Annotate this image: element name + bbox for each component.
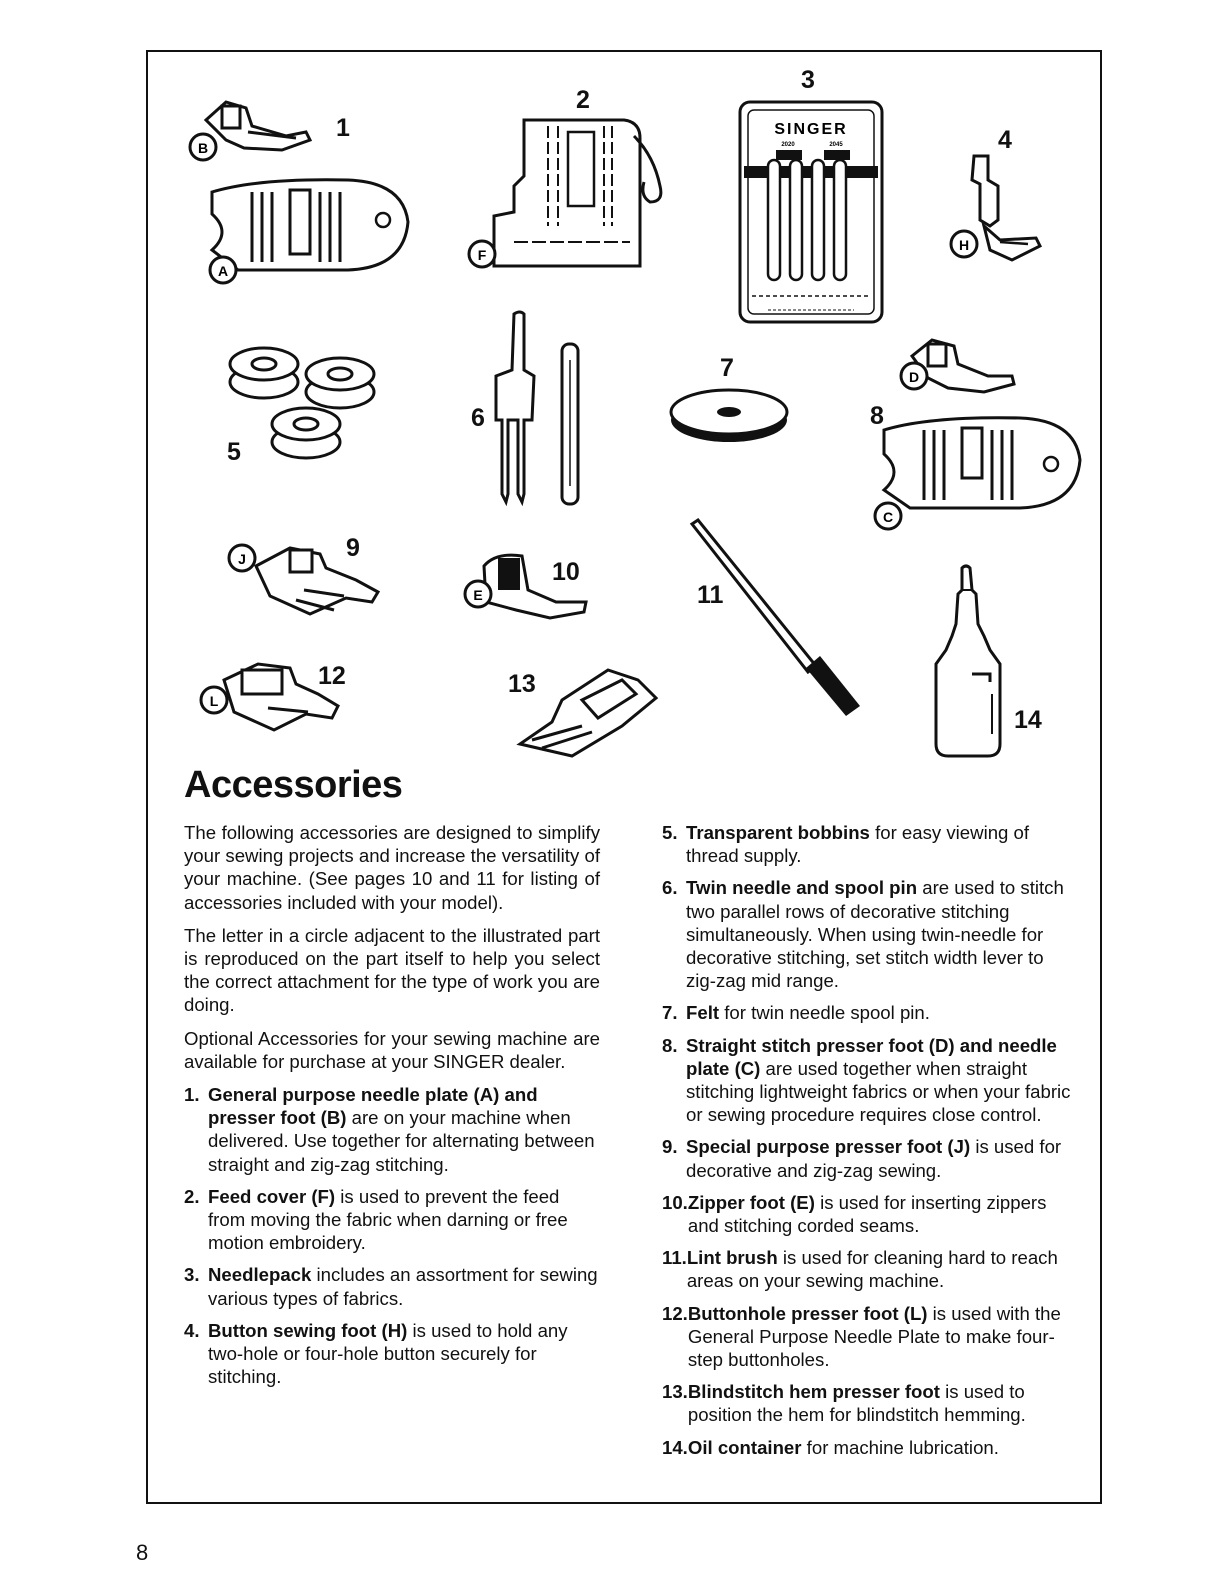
bobbins-illustration	[222, 332, 382, 482]
accessory-item-10: 10. Zipper foot (E) is used for inserting zippers and stitching corded seams.	[662, 1191, 1047, 1237]
accessory-item-8: 8. Straight stitch presser foot (D) and needle plate (C) are used together when straight stitching lightweight fabrics or when your fabric or sewing procedure requires close control.	[662, 1034, 1071, 1126]
needlepack-code-right: 2045	[829, 142, 843, 148]
blindstitch-foot-illustration	[512, 660, 662, 760]
accessory-item-12: 12. Buttonhole presser foot (L) is used with the General Purpose Needle Plate to make four-step buttonholes.	[662, 1302, 1061, 1371]
felt-illustration	[668, 386, 790, 446]
needle-plate-a-illustration	[198, 172, 418, 292]
special-purpose-foot-j-illustration	[226, 536, 386, 620]
callout-3: 3	[801, 66, 815, 94]
oil-container-illustration	[928, 564, 1008, 760]
needle-plate-c-illustration	[870, 410, 1090, 535]
lint-brush-illustration	[686, 518, 866, 718]
callout-14: 14	[1014, 706, 1042, 734]
callout-4: 4	[998, 126, 1012, 154]
right-column	[662, 821, 1072, 1468]
letter-h: H	[958, 237, 970, 253]
buttonhole-foot-l-illustration	[198, 656, 348, 736]
accessory-item-13: 13. Blindstitch hem presser foot is used to position the hem for blindstitch hemming.	[662, 1381, 1026, 1426]
accessory-item-9: 9. Special purpose presser foot (J) is used for decorative and zig-zag sewing.	[662, 1136, 1062, 1181]
callout-13: 13	[508, 670, 536, 698]
zipper-foot-e-illustration	[456, 546, 596, 626]
button-sewing-foot-h-illustration	[940, 150, 1050, 280]
accessory-item-3: 3. Needlepack includes an assortment for sewing various types of fabrics.	[184, 1264, 598, 1309]
letter-j: J	[238, 551, 246, 567]
straight-stitch-foot-d-illustration	[872, 332, 1022, 412]
callout-2: 2	[576, 86, 590, 114]
twin-needle-illustration	[494, 310, 594, 506]
intro-paragraph-2: The letter in a circle adjacent to the illustrated part is reproduced on the part itself to help you select the correct attachment for the type of work you are doing.	[184, 924, 600, 1016]
callout-9: 9	[346, 534, 360, 562]
intro-paragraph-3: Optional Accessories for your sewing machine are available for purchase at your SINGER dealer.	[184, 1027, 600, 1072]
needlepack-brand: SINGER	[774, 121, 848, 138]
callout-12: 12	[318, 662, 346, 690]
accessory-item-1: 1. General purpose needle plate (A) and presser foot (B) are on your machine when delivered. Use together for alternating between straight and zig-zag stitching.	[184, 1084, 595, 1175]
left-column	[184, 821, 600, 1397]
letter-a: A	[217, 263, 229, 279]
page-number: 8	[136, 1540, 149, 1565]
needlepack-illustration	[738, 100, 884, 326]
letter-b: B	[197, 140, 209, 156]
callout-5: 5	[227, 438, 241, 466]
accessory-item-7: 7. Felt for twin needle spool pin.	[662, 1002, 930, 1024]
letter-l: L	[209, 693, 219, 709]
accessory-item-11: 11. Lint brush is used for cleaning hard to reach areas on your sewing machine.	[662, 1247, 1058, 1292]
page-heading: Accessories	[184, 764, 403, 806]
letter-d: D	[908, 369, 920, 385]
presser-foot-b-illustration	[186, 92, 326, 172]
callout-8: 8	[870, 402, 884, 430]
letter-c: C	[882, 509, 894, 525]
letter-f: F	[477, 247, 487, 263]
feed-cover-f-illustration	[454, 116, 674, 276]
intro-paragraph-1: The following accessories are designed to simplify your sewing projects and increase the versatility of your machine. (See pages 10 and 11 for listing of accessories included with your model).	[184, 822, 600, 913]
accessory-item-14: 14. Oil container for machine lubrication.	[662, 1436, 999, 1458]
accessory-item-6: 6. Twin needle and spool pin are used to stitch two parallel rows of decorative stitching simultaneously. When using twin-needle for decorative stitching, set stitch width lever to zig-zag mid range.	[662, 877, 1064, 992]
callout-6: 6	[471, 404, 485, 432]
accessory-item-4: 4. Button sewing foot (H) is used to hold any two-hole or four-hole button securely for stitching.	[184, 1319, 568, 1388]
callout-7: 7	[720, 354, 734, 382]
needlepack-code-left: 2020	[781, 142, 795, 148]
callout-1: 1	[336, 114, 350, 142]
callout-11: 11	[697, 581, 724, 609]
accessory-item-5: 5. Transparent bobbins for easy viewing of thread supply.	[662, 822, 1030, 867]
accessory-item-2: 2. Feed cover (F) is used to prevent the feed from moving the fabric when darning or free motion embroidery.	[184, 1185, 568, 1254]
callout-10: 10	[552, 558, 580, 586]
letter-e: E	[473, 587, 483, 603]
